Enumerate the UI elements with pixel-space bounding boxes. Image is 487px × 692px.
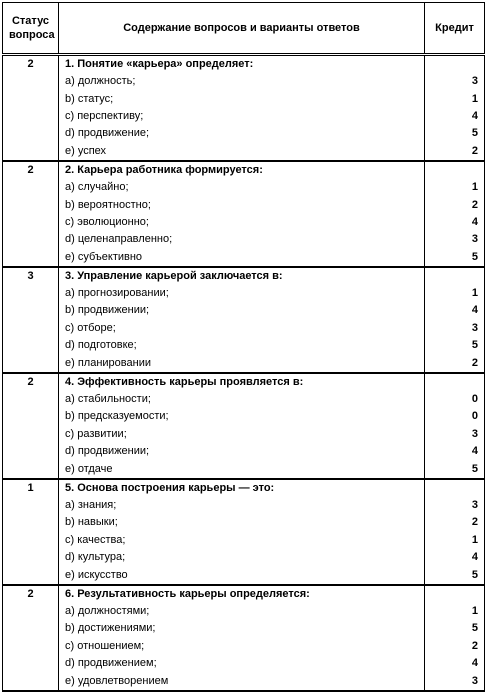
answer-option-row — [3, 302, 485, 319]
answer-option-credit: 3 — [425, 672, 485, 690]
answer-option-text: c) отборе; — [59, 320, 425, 337]
answer-option-credit: 4 — [425, 108, 485, 125]
answer-option-credit: 5 — [425, 460, 485, 478]
status-header-line2: вопроса — [9, 29, 55, 41]
answer-option-text: a) должностями; — [59, 603, 425, 620]
answer-option-text: d) продвижение; — [59, 125, 425, 142]
answer-option-credit: 5 — [425, 125, 485, 142]
answer-option-row — [3, 320, 485, 337]
answer-option-credit: 4 — [425, 655, 485, 672]
answer-option-text: a) должность; — [59, 73, 425, 90]
answer-option-row — [3, 108, 485, 125]
answer-option-text: a) стабильности; — [59, 391, 425, 408]
question-status: 2 — [3, 161, 59, 267]
answer-option-text: d) целенаправленно; — [59, 231, 425, 248]
answer-option-row — [3, 391, 485, 408]
answer-option-credit: 4 — [425, 549, 485, 566]
answer-option-credit: 5 — [425, 249, 485, 267]
answer-option-row — [3, 514, 485, 531]
answer-option-credit: 2 — [425, 514, 485, 531]
answer-option-credit: 5 — [425, 566, 485, 584]
answer-option-row — [3, 337, 485, 354]
answer-option-text: b) статус; — [59, 90, 425, 107]
question-title: 5. Основа построения карьеры — это: — [59, 479, 425, 497]
question-credit-empty — [425, 585, 485, 603]
answer-option-text: e) планировании — [59, 354, 425, 372]
answer-option-text: e) искусство — [59, 566, 425, 584]
answer-option-row — [3, 460, 485, 478]
question-title: 3. Управление карьерой заключается в: — [59, 267, 425, 285]
answer-option-row — [3, 655, 485, 672]
answer-option-text: d) подготовке; — [59, 337, 425, 354]
status-column-header — [3, 3, 59, 55]
answer-option-row — [3, 620, 485, 637]
answer-option-row — [3, 73, 485, 90]
answer-option-text: a) прогнозировании; — [59, 285, 425, 302]
status-header-line1: Статус — [11, 15, 50, 27]
answer-option-credit: 1 — [425, 603, 485, 620]
answer-option-text: d) культура; — [59, 549, 425, 566]
answer-option-row — [3, 443, 485, 460]
answer-option-row — [3, 285, 485, 302]
answer-option-row — [3, 497, 485, 514]
question-group — [3, 55, 485, 161]
answer-option-credit: 2 — [425, 196, 485, 213]
answer-option-text: b) продвижении; — [59, 302, 425, 319]
answer-option-credit: 3 — [425, 73, 485, 90]
answer-option-credit: 5 — [425, 620, 485, 637]
answer-option-row — [3, 354, 485, 372]
question-credit-empty — [425, 55, 485, 74]
answer-option-credit: 0 — [425, 408, 485, 425]
answer-option-text: d) продвижением; — [59, 655, 425, 672]
answer-option-row — [3, 672, 485, 690]
answer-option-credit: 3 — [425, 426, 485, 443]
answer-option-credit: 0 — [425, 391, 485, 408]
question-group — [3, 373, 485, 479]
answer-option-text: b) вероятностно; — [59, 196, 425, 213]
answer-option-text: b) предсказуемости; — [59, 408, 425, 425]
answer-option-credit: 1 — [425, 179, 485, 196]
question-credit-empty — [425, 373, 485, 391]
answer-option-text: b) навыки; — [59, 514, 425, 531]
answer-option-text: d) продвижении; — [59, 443, 425, 460]
question-status: 2 — [3, 373, 59, 479]
answer-option-row — [3, 90, 485, 107]
answer-option-credit: 2 — [425, 638, 485, 655]
question-title: 1. Понятие «карьера» определяет: — [59, 55, 425, 74]
answer-option-text: a) знания; — [59, 497, 425, 514]
answer-option-credit: 1 — [425, 532, 485, 549]
question-title-row — [3, 373, 485, 391]
answer-option-credit: 1 — [425, 90, 485, 107]
answer-option-text: e) субъективно — [59, 249, 425, 267]
answer-option-text: e) отдаче — [59, 460, 425, 478]
answer-option-text: e) удовлетворением — [59, 672, 425, 690]
question-title: 4. Эффективность карьеры проявляется в: — [59, 373, 425, 391]
answer-option-row — [3, 426, 485, 443]
answer-option-row — [3, 125, 485, 142]
question-title-row — [3, 585, 485, 603]
answer-option-text: c) качества; — [59, 532, 425, 549]
question-title: 2. Карьера работника формируется: — [59, 161, 425, 179]
answer-option-credit: 4 — [425, 214, 485, 231]
answer-option-row — [3, 549, 485, 566]
answer-option-credit: 1 — [425, 285, 485, 302]
question-credit-empty — [425, 479, 485, 497]
question-group — [3, 161, 485, 267]
answer-option-text: c) развитии; — [59, 426, 425, 443]
table-header — [3, 3, 485, 55]
question-credit-empty — [425, 161, 485, 179]
answer-option-text: c) эволюционно; — [59, 214, 425, 231]
answer-option-credit: 3 — [425, 231, 485, 248]
question-title-row — [3, 267, 485, 285]
answer-option-credit: 4 — [425, 302, 485, 319]
question-title-row — [3, 55, 485, 74]
question-title: 6. Результативность карьеры определяется: — [59, 585, 425, 603]
answer-option-text: a) случайно; — [59, 179, 425, 196]
question-status: 2 — [3, 585, 59, 691]
answer-option-row — [3, 603, 485, 620]
answer-option-row — [3, 408, 485, 425]
answer-option-credit: 5 — [425, 337, 485, 354]
answer-option-text: c) перспективу; — [59, 108, 425, 125]
credit-column-header: Кредит — [425, 3, 485, 55]
answer-option-credit: 2 — [425, 143, 485, 161]
answer-option-row — [3, 196, 485, 213]
question-group — [3, 267, 485, 373]
answer-option-row — [3, 249, 485, 267]
answer-option-text: c) отношением; — [59, 638, 425, 655]
answer-option-row — [3, 638, 485, 655]
question-status: 1 — [3, 479, 59, 585]
header-row — [3, 3, 485, 55]
answer-option-row — [3, 214, 485, 231]
answer-option-row — [3, 231, 485, 248]
question-status: 3 — [3, 267, 59, 373]
answer-option-credit: 3 — [425, 497, 485, 514]
answer-option-text: b) достижениями; — [59, 620, 425, 637]
answer-option-text: e) успех — [59, 143, 425, 161]
answer-option-row — [3, 179, 485, 196]
question-status: 2 — [3, 55, 59, 161]
answer-option-row — [3, 566, 485, 584]
answer-option-row — [3, 143, 485, 161]
answer-option-credit: 4 — [425, 443, 485, 460]
question-group — [3, 585, 485, 691]
answer-option-credit: 3 — [425, 320, 485, 337]
question-credit-empty — [425, 267, 485, 285]
answer-option-row — [3, 532, 485, 549]
question-title-row — [3, 161, 485, 179]
question-title-row — [3, 479, 485, 497]
quiz-table — [2, 2, 485, 692]
answer-option-credit: 2 — [425, 354, 485, 372]
question-group — [3, 479, 485, 585]
content-column-header: Содержание вопросов и варианты ответов — [59, 3, 425, 55]
